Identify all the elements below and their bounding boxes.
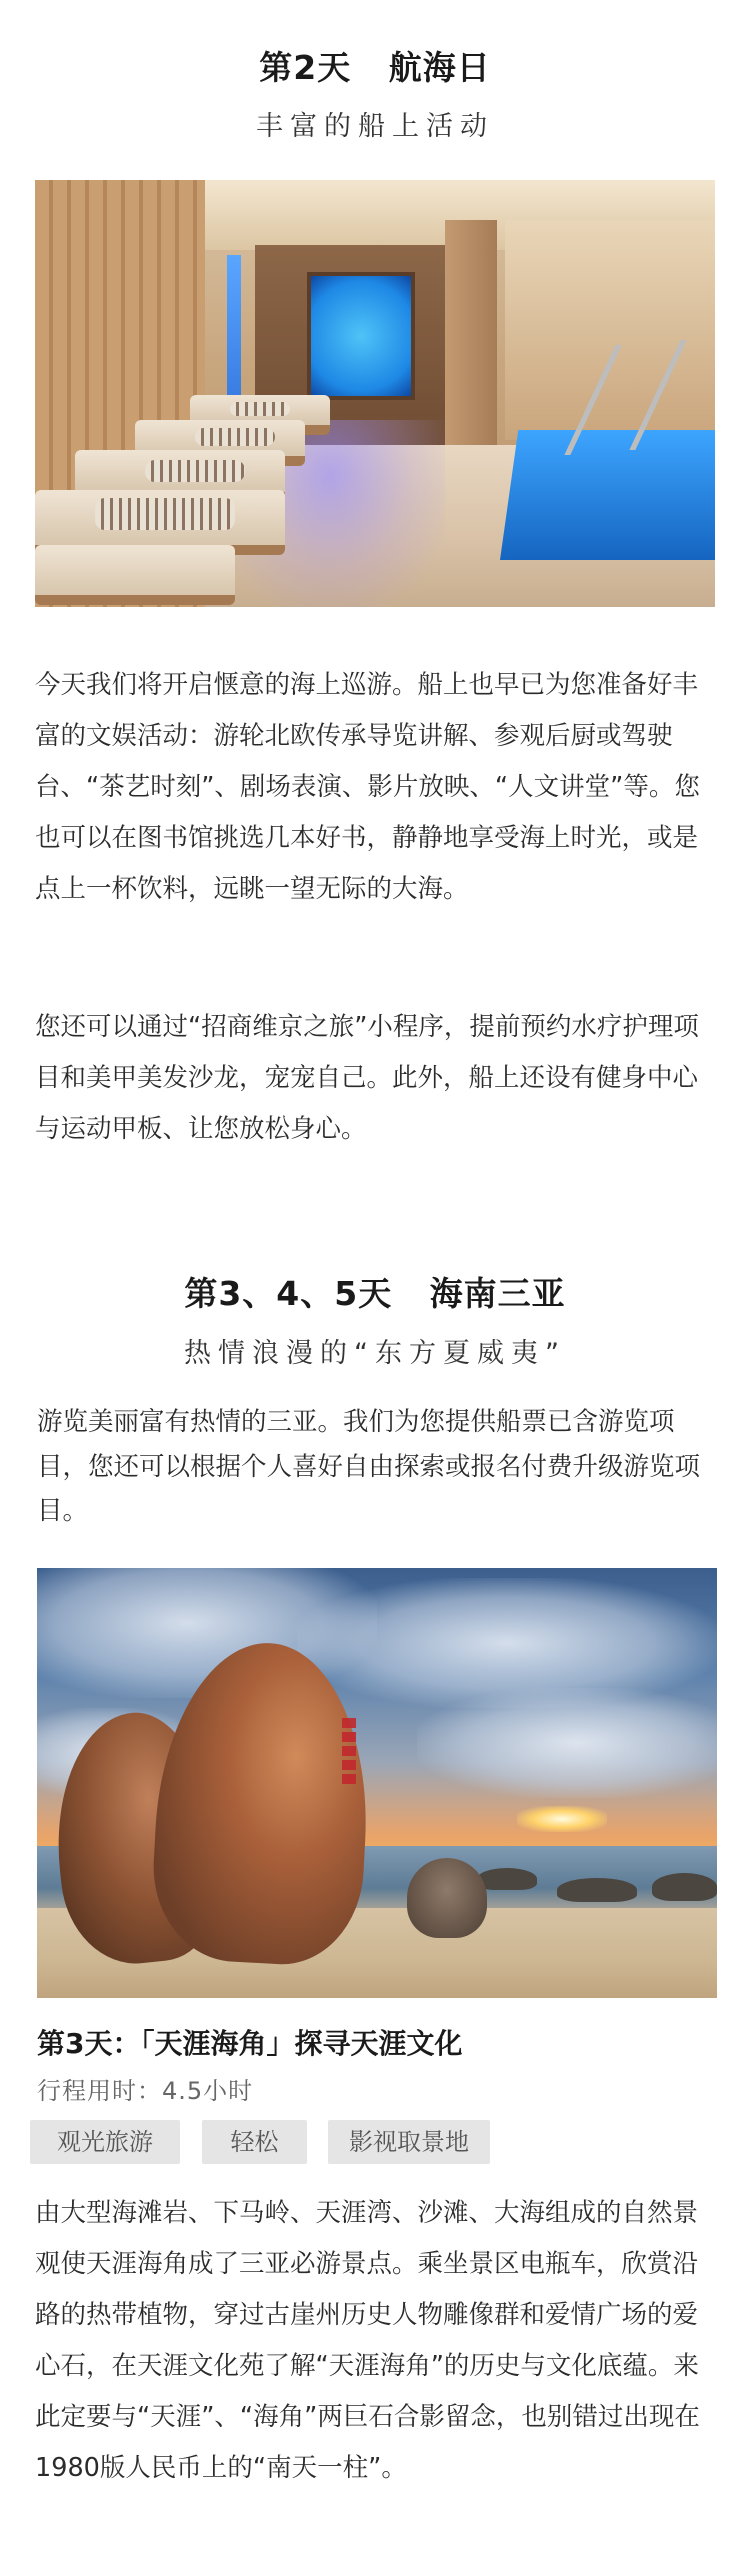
attraction-description: 由大型海滩岩、下马岭、天涯湾、沙滩、大海组成的自然景观使天涯海角成了三亚必游景点。乘坐景区电瓶车，欣赏沿路的热带植物，穿过古崖州历史人物雕像群和爱情广场的爱心石，在天涯文化苑了解“天涯海角”的历史与文化底蕴。来此定要与“天涯”、“海角”两巨石合影留念，也别错过出现在1980版人民币上的“南天一柱”。 [35,2198,700,2483]
day345-intro: 游览美丽富有热情的三亚。我们为您提供船票已含游览项目，您还可以根据个人喜好自由探索或报名付费升级游览项目。 [37,1407,701,1526]
photo-small-rock [407,1858,487,1938]
tag-filming-location: 影视取景地 [328,2120,490,2164]
tianya-haijiao-photo [37,1568,717,1998]
tag-sightseeing: 观光旅游 [30,2120,180,2164]
photo-cloud [417,1688,717,1798]
day2-paragraph-2: 您还可以通过“招商维京之旅”小程序，提前预约水疗护理项目和美甲美发沙龙，宠宠自己。此外，船上还设有健身中心与运动甲板、让您放松身心。 [35,1012,699,1144]
photo-pillar [445,220,497,460]
photo-distant-rock [557,1878,637,1902]
photo-distant-rock [477,1868,537,1890]
attraction-title: 第3天：「天涯海角」探寻天涯文化 [37,2027,463,2060]
day345-title: 第3、4、5天 海南三亚 [184,1274,566,1313]
attraction-duration: 行程用时：4.5小时 [37,2077,254,2105]
day2-subtitle: 丰富的船上活动 [256,111,494,142]
day345-subtitle: 热情浪漫的“东方夏威夷” [184,1338,566,1369]
photo-blue-window [307,272,415,400]
day2-title: 第2天 航海日 [259,48,491,87]
photo-towel [230,402,290,416]
day2-paragraph-1: 今天我们将开启惬意的海上巡游。船上也早已为您准备好丰富的文娱活动：游轮北欧传承导览讲解、参观后厨或驾驶台、“茶艺时刻”、剧场表演、影片放映、“人文讲堂”等。您也可以在图书馆挑选几本好书，静静地享受海上时光，或是点上一杯饮料，远眺一望无际的大海。 [35,670,700,904]
photo-towel [95,498,235,530]
photo-towel [145,460,245,482]
photo-sunset [517,1806,607,1832]
photo-pool [500,430,715,560]
photo-distant-rock [652,1873,717,1901]
tag-relaxed: 轻松 [202,2120,307,2164]
photo-red-carving [342,1718,356,1788]
photo-right-wall [505,220,715,440]
spa-pool-photo [35,180,715,607]
photo-lounger [35,545,235,605]
photo-towel [195,428,275,446]
